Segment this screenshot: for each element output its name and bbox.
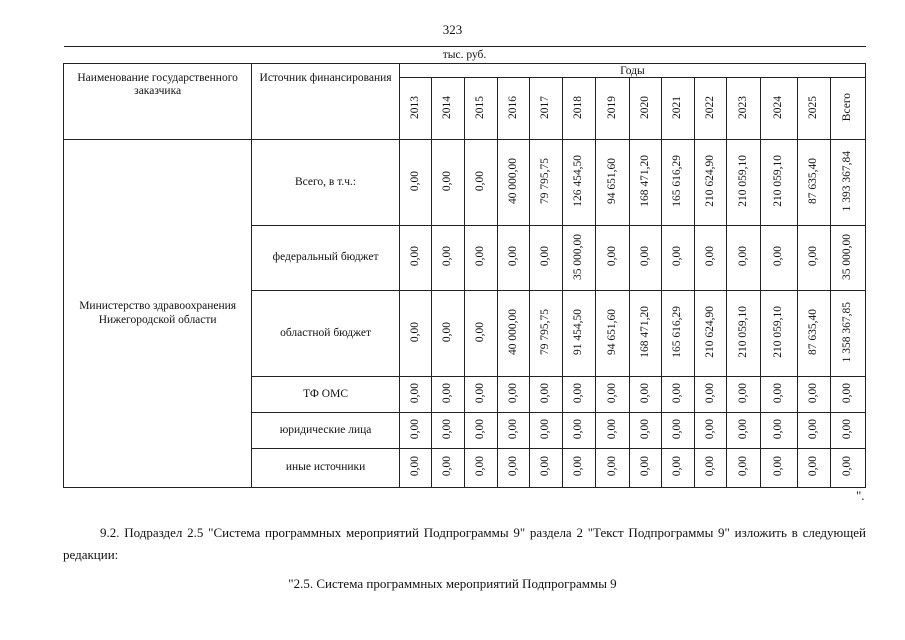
value-cell: 165 616,29	[662, 140, 695, 226]
value-cell: 0,00	[562, 377, 596, 413]
value-cell: 0,00	[831, 377, 866, 413]
value-cell: 87 635,40	[797, 140, 831, 226]
value-cell: 0,00	[432, 413, 465, 449]
value-cell: 0,00	[727, 449, 761, 488]
value-cell: 0,00	[432, 377, 465, 413]
value-cell: 0,00	[497, 377, 530, 413]
value-cell: 210 624,90	[694, 291, 727, 377]
value-cell: 0,00	[694, 449, 727, 488]
table-row	[64, 140, 866, 226]
value-cell: 0,00	[761, 449, 798, 488]
value-cell: 0,00	[694, 377, 727, 413]
value-cell: 0,00	[399, 449, 432, 488]
value-cell: 87 635,40	[797, 291, 831, 377]
value-cell: 35 000,00	[562, 226, 596, 291]
value-cell: 0,00	[662, 449, 695, 488]
value-cell: 0,00	[662, 226, 695, 291]
value-cell: 0,00	[497, 413, 530, 449]
value-cell: 210 059,10	[727, 291, 761, 377]
year-header-2023: 2023	[727, 78, 761, 140]
value-cell: 0,00	[727, 377, 761, 413]
value-cell: 0,00	[727, 226, 761, 291]
year-header-2015: 2015	[464, 78, 497, 140]
value-cell: 0,00	[530, 226, 563, 291]
value-cell: 0,00	[432, 226, 465, 291]
value-cell: 79 795,75	[530, 140, 563, 226]
year-header-2017: 2017	[530, 78, 563, 140]
years-header: Годы	[399, 64, 865, 78]
value-cell: 168 471,20	[629, 291, 662, 377]
value-cell: 0,00	[464, 449, 497, 488]
value-cell: 0,00	[694, 226, 727, 291]
value-cell: 0,00	[629, 413, 662, 449]
value-cell: 0,00	[432, 140, 465, 226]
value-cell: 0,00	[432, 449, 465, 488]
source-label: иные источники	[252, 449, 400, 488]
unit-label: тыс. руб.	[64, 47, 866, 64]
value-cell: 0,00	[530, 413, 563, 449]
year-header-2022: 2022	[694, 78, 727, 140]
value-cell: 94 651,60	[596, 291, 630, 377]
value-cell: 0,00	[399, 377, 432, 413]
value-cell: 94 651,60	[596, 140, 630, 226]
source-label: федеральный бюджет	[252, 226, 400, 291]
value-cell: 0,00	[562, 449, 596, 488]
value-cell: 210 624,90	[694, 140, 727, 226]
value-cell: 0,00	[399, 413, 432, 449]
paragraph-section-title: "2.5. Система программных мероприятий Подпрограммы 9	[288, 576, 617, 591]
year-header-2018: 2018	[562, 78, 596, 140]
value-cell: 0,00	[464, 226, 497, 291]
value-cell: 0,00	[497, 449, 530, 488]
source-label: ТФ ОМС	[252, 377, 400, 413]
paragraph-amendment: 9.2. Подраздел 2.5 "Система программных мероприятий Подпрограммы 9" раздела 2 "Текст Подпрограммы 9" изложить в следующей редакции:	[63, 525, 866, 562]
value-cell: 0,00	[497, 226, 530, 291]
value-cell: 0,00	[399, 140, 432, 226]
value-cell: 35 000,00	[831, 226, 866, 291]
value-cell: 0,00	[662, 413, 695, 449]
value-cell: 0,00	[596, 377, 630, 413]
value-cell: 0,00	[399, 226, 432, 291]
value-cell: 0,00	[662, 377, 695, 413]
value-cell: 0,00	[530, 449, 563, 488]
source-label: областной бюджет	[252, 291, 400, 377]
funding-table	[63, 46, 866, 488]
value-cell: 0,00	[629, 377, 662, 413]
year-header-2013: 2013	[399, 78, 432, 140]
total-header: Всего	[831, 78, 866, 140]
value-cell: 0,00	[797, 377, 831, 413]
value-cell: 0,00	[464, 140, 497, 226]
value-cell: 0,00	[464, 291, 497, 377]
value-cell: 0,00	[399, 291, 432, 377]
page-number: 323	[442, 22, 463, 37]
value-cell: 0,00	[694, 413, 727, 449]
source-label: Всего, в т.ч.:	[252, 140, 400, 226]
value-cell: 0,00	[797, 449, 831, 488]
value-cell: 210 059,10	[761, 140, 798, 226]
value-cell: 40 000,00	[497, 140, 530, 226]
value-cell: 0,00	[596, 449, 630, 488]
value-cell: 168 471,20	[629, 140, 662, 226]
value-cell: 0,00	[727, 413, 761, 449]
year-header-2020: 2020	[629, 78, 662, 140]
customer-name: Министерство здравоохранения Нижегородской области	[64, 140, 252, 488]
value-cell: 0,00	[761, 377, 798, 413]
value-cell: 0,00	[530, 377, 563, 413]
value-cell: 79 795,75	[530, 291, 563, 377]
value-cell: 210 059,10	[761, 291, 798, 377]
value-cell: 0,00	[831, 413, 866, 449]
source-label: юридические лица	[252, 413, 400, 449]
value-cell: 0,00	[761, 226, 798, 291]
year-header-2021: 2021	[662, 78, 695, 140]
year-header-2025: 2025	[797, 78, 831, 140]
value-cell: 1 358 367,85	[831, 291, 866, 377]
value-cell: 165 616,29	[662, 291, 695, 377]
value-cell: 210 059,10	[727, 140, 761, 226]
value-cell: 0,00	[797, 226, 831, 291]
year-header-2016: 2016	[497, 78, 530, 140]
customer-header: Наименование государственного заказчика	[64, 64, 252, 140]
year-header-2019: 2019	[596, 78, 630, 140]
value-cell: 0,00	[562, 413, 596, 449]
value-cell: 0,00	[464, 413, 497, 449]
value-cell: 0,00	[464, 377, 497, 413]
value-cell: 0,00	[596, 413, 630, 449]
year-header-2024: 2024	[761, 78, 798, 140]
value-cell: 0,00	[831, 449, 866, 488]
value-cell: 40 000,00	[497, 291, 530, 377]
year-header-2014: 2014	[432, 78, 465, 140]
value-cell: 0,00	[629, 226, 662, 291]
value-cell: 0,00	[596, 226, 630, 291]
table-end-mark: ".	[856, 488, 865, 503]
source-header: Источник финансирования	[252, 64, 400, 140]
value-cell: 91 454,50	[562, 291, 596, 377]
value-cell: 0,00	[629, 449, 662, 488]
value-cell: 0,00	[432, 291, 465, 377]
value-cell: 126 454,50	[562, 140, 596, 226]
value-cell: 0,00	[797, 413, 831, 449]
value-cell: 0,00	[761, 413, 798, 449]
value-cell: 1 393 367,84	[831, 140, 866, 226]
